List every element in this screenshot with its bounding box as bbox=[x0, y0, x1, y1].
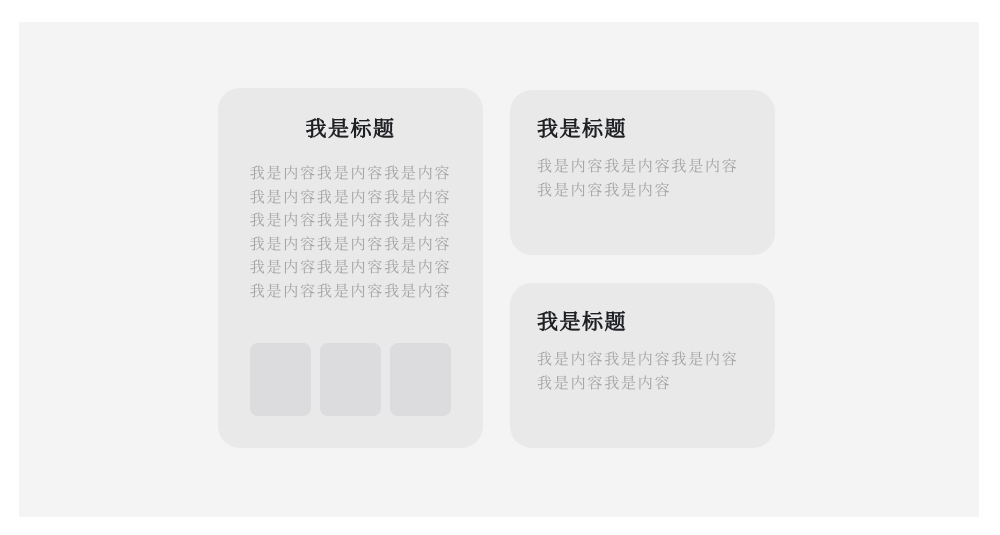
content-line: 我是内容我是内容我是内容 bbox=[249, 165, 452, 182]
content-line: 我是内容我是内容我是内容 bbox=[537, 158, 739, 175]
feature-card bbox=[218, 88, 483, 448]
info-card-bottom bbox=[510, 283, 775, 448]
image-placeholder bbox=[390, 343, 451, 416]
feature-card-title: 我是标题 bbox=[305, 118, 396, 141]
info-card-top-content bbox=[537, 155, 748, 202]
image-placeholder bbox=[320, 343, 381, 416]
image-placeholder bbox=[250, 343, 311, 416]
info-card-bottom-content bbox=[537, 348, 748, 395]
content-line: 我是内容我是内容我是内容 bbox=[249, 282, 452, 300]
content-line: 我是内容我是内容我是内容 bbox=[249, 212, 452, 229]
content-line: 我是内容我是内容 bbox=[537, 374, 672, 392]
content-line: 我是内容我是内容我是内容 bbox=[537, 351, 739, 368]
feature-card-content bbox=[218, 162, 483, 303]
info-card-bottom-title: 我是标题 bbox=[537, 311, 627, 334]
image-placeholder-row bbox=[218, 343, 483, 416]
content-line: 我是内容我是内容我是内容 bbox=[249, 188, 452, 206]
info-card-top bbox=[510, 90, 775, 255]
content-line: 我是内容我是内容我是内容 bbox=[249, 235, 452, 253]
content-line: 我是内容我是内容我是内容 bbox=[249, 259, 452, 276]
info-card-top-title: 我是标题 bbox=[537, 118, 627, 141]
content-line: 我是内容我是内容 bbox=[537, 181, 672, 199]
canvas-background bbox=[19, 22, 979, 517]
